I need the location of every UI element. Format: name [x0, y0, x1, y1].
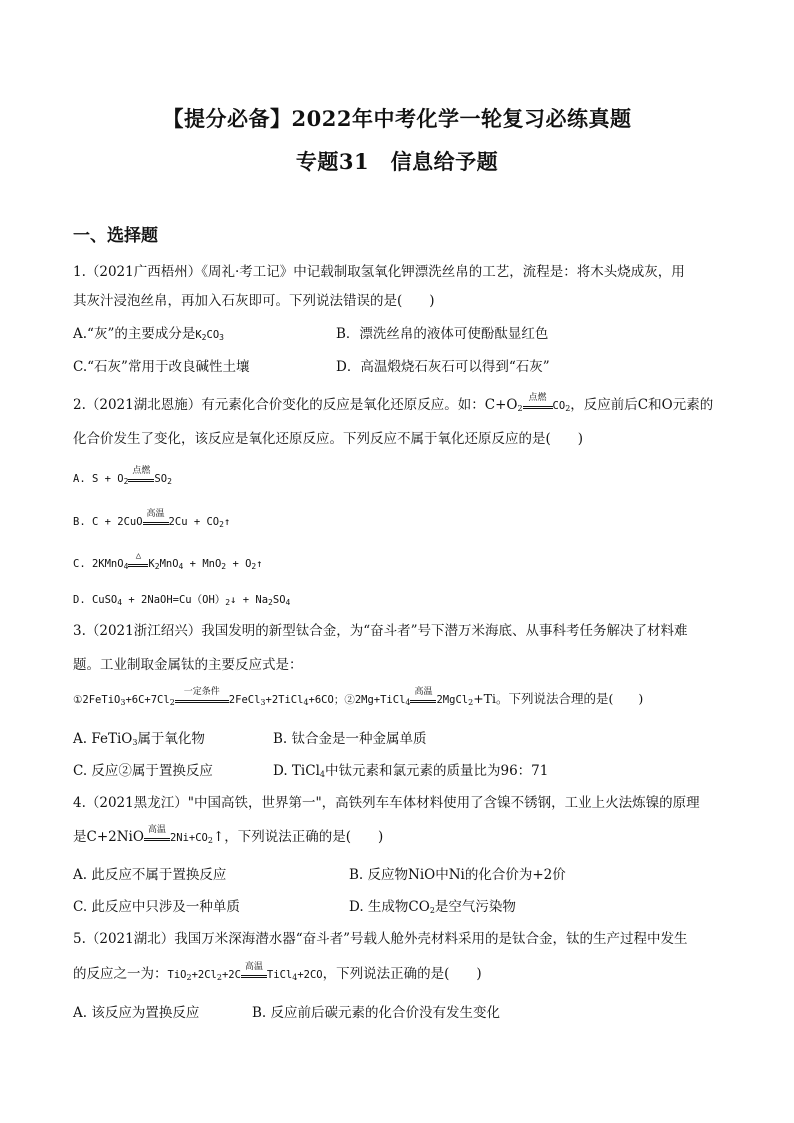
q2-stem-line2: 化合价发生了变化，该反应是氧化还原反应。下列反应不属于氧化还原反应的是( ) — [73, 431, 584, 447]
q5-option-a: A. 该反应为置换反应 — [73, 1005, 200, 1021]
q1-option-a-formula — [195, 329, 224, 341]
sub: 2 — [221, 562, 227, 571]
chem: +2TiCl — [265, 694, 304, 706]
bar — [410, 700, 436, 703]
text: ↑ — [256, 558, 263, 570]
sub: 3 — [132, 738, 138, 747]
text: ↓ + Na — [230, 594, 269, 606]
q1-option-c: C.“石灰”常用于改良碱性土壤 — [73, 359, 250, 375]
text: 是C+2NiO — [73, 829, 144, 845]
sub: 4 — [319, 770, 325, 779]
reaction-arrow — [144, 825, 170, 841]
sub: 2 — [251, 562, 257, 571]
q4-stem-line2 — [73, 825, 384, 850]
bar — [128, 564, 148, 567]
section-heading: 一、选择题 — [73, 226, 158, 246]
text: ，下列说法正确的是( ) — [322, 966, 482, 982]
text: A. S + O — [73, 473, 124, 485]
text: D. TiCl — [273, 763, 320, 779]
sub: 2 — [468, 698, 474, 707]
reaction-arrow — [241, 962, 267, 978]
q2-option-d — [73, 591, 290, 612]
reaction-arrow — [410, 687, 436, 703]
q2-stem-line1 — [73, 393, 714, 418]
q5-stem-line1: 5.（2021湖北）我国万米深海潜水器“奋斗者”号载人舱外壳材料采用的是钛合金，钛的生产过程中发生 — [73, 931, 688, 947]
sub: 4 — [178, 562, 184, 571]
chem: 2Ni+CO — [169, 832, 208, 844]
chem: K — [148, 558, 155, 570]
bar — [128, 479, 154, 482]
chem: TiO — [167, 969, 187, 981]
q2-option-c — [73, 551, 263, 576]
text: 2Cu + CO — [168, 516, 220, 528]
text: ↑ — [223, 516, 231, 528]
q4-option-d — [349, 898, 516, 920]
chem: +2Cl — [191, 969, 217, 981]
text: D. 生成物CO — [349, 899, 430, 915]
bar — [144, 838, 170, 841]
sub: 2 — [186, 973, 192, 982]
q4-option-b: B. 反应物NiO中Ni的化合价为+2价 — [349, 867, 566, 883]
sub: 4 — [117, 598, 123, 607]
chem: 2FeCl — [228, 694, 261, 706]
sub: 2 — [565, 404, 571, 413]
condition: 点燃 — [528, 393, 547, 403]
condition: △ — [135, 551, 142, 561]
q3-option-d — [273, 762, 548, 784]
q1-stem-line1: 1.（2021广西梧州）《周礼·考工记》中记载制取氢氧化钾漂洗丝帛的工艺，流程是：将木头烧成灰，用 — [73, 264, 685, 280]
chem: ①2FeTiO — [73, 694, 121, 706]
sub: 2 — [429, 906, 435, 915]
text: +Ti。下列说法合理的是( ) — [473, 691, 644, 706]
q2-option-a — [73, 466, 172, 491]
q5-option-b: B. 反应前后碳元素的化合价没有发生变化 — [252, 1005, 501, 1021]
text: ，反应前后C和O元素的 — [570, 397, 714, 413]
q3-stem-line2: 题。工业制取金属钛的主要反应式是： — [73, 657, 303, 673]
text: SO — [272, 594, 286, 606]
condition: 高温 — [414, 687, 433, 697]
q4-option-a: A. 此反应不属于置换反应 — [73, 867, 227, 883]
sub: 2 — [154, 562, 160, 571]
sub: 2 — [268, 598, 273, 607]
sub: 2 — [207, 836, 213, 845]
sub: 2 — [123, 477, 129, 486]
text: 中钛元素和氯元素的质量比为96：71 — [325, 763, 549, 779]
sub: 3 — [120, 698, 126, 707]
chem: + O — [226, 558, 252, 570]
chem: CO — [206, 329, 220, 341]
q4-stem-line1: 4.（2021黑龙江）"中国高铁，世界第一"，高铁列车车体材料使用了含镍不锈钢，工业上火法炼镍的原理 — [73, 795, 700, 811]
sub: 2 — [169, 698, 175, 707]
sub: 2 — [201, 333, 207, 342]
text: ↑，下列说法正确的是( ) — [212, 829, 384, 845]
text: + 2NaOH=Cu（OH） — [122, 594, 226, 606]
condition: 高温 — [147, 825, 166, 835]
sub: 2 — [517, 404, 523, 413]
text: A. FeTiO — [73, 731, 133, 747]
title-line-1: 【提分必备】2022年中考化学一轮复习必练真题 — [162, 106, 632, 131]
sub: 4 — [303, 698, 309, 707]
q1-option-a — [73, 325, 224, 347]
condition: 点燃 — [132, 466, 151, 476]
text: 是空气污染物 — [434, 899, 516, 915]
sub: 2 — [167, 477, 172, 486]
chem: SO — [154, 473, 168, 485]
reaction-arrow — [128, 466, 154, 482]
q1-option-d: D．高温煅烧石灰石可以得到“石灰” — [336, 359, 550, 375]
condition: 高温 — [244, 962, 263, 972]
reaction-arrow — [143, 509, 169, 525]
reaction-arrow — [175, 687, 229, 703]
text: D. CuSO — [73, 594, 118, 606]
bar — [523, 406, 553, 409]
chem: + MnO — [183, 558, 222, 570]
q3-option-a — [73, 730, 205, 752]
q3-stem-line1: 3.（2021浙江绍兴）我国发明的新型钛合金，为“奋斗者”号下潜万米海底、从事科考任务解决了材料难 — [73, 623, 688, 639]
text: 2.（2021湖北恩施）有元素化合价变化的反应是氧化还原反应。如：C+O — [73, 397, 518, 413]
sub: 4 — [405, 698, 411, 707]
chem: +2C — [221, 969, 241, 981]
q1-option-a-text: A.“灰”的主要成分是 — [73, 326, 196, 342]
bar — [143, 522, 169, 525]
reaction-arrow — [523, 393, 553, 409]
chem: +6CO；②2Mg+TiCl — [308, 694, 406, 706]
reaction-arrow — [128, 551, 148, 567]
sub: 4 — [123, 562, 129, 571]
bar — [175, 700, 229, 703]
sub: 2 — [225, 598, 231, 607]
text: B. C + 2CuO — [73, 516, 143, 528]
q3-option-c: C. 反应②属于置换反应 — [73, 763, 213, 779]
title-line-2: 专题31 信息给予题 — [295, 149, 499, 174]
q3-equations — [73, 687, 644, 712]
chem: 2MgCl — [436, 694, 469, 706]
q1-option-b: B．漂洗丝帛的液体可使酚酞显红色 — [336, 326, 549, 342]
chem: TiCl — [266, 969, 293, 981]
q3-option-b: B. 钛合金是一种金属单质 — [273, 731, 427, 747]
q4-option-c: C. 此反应中只涉及一种单质 — [73, 899, 240, 915]
sub: 2 — [216, 973, 222, 982]
sub: 4 — [292, 973, 298, 982]
sub: 3 — [219, 333, 224, 342]
sub: 2 — [219, 520, 224, 529]
text: C. 2KMnO — [73, 558, 124, 570]
condition: 高温 — [146, 509, 165, 519]
q2-option-b — [73, 509, 231, 534]
q1-stem-line2: 其灰汁浸泡丝帛，再加入石灰即可。下列说法错误的是( ) — [73, 293, 435, 309]
text: 属于氧化物 — [137, 731, 205, 747]
sub: 3 — [260, 698, 266, 707]
bar — [241, 975, 267, 978]
chem: CO — [552, 400, 566, 412]
chem: K — [195, 329, 202, 341]
condition: 一定条件 — [183, 687, 220, 697]
chem: +2CO — [297, 969, 323, 981]
chem: MnO — [159, 558, 179, 570]
sub: 4 — [285, 598, 291, 607]
q5-stem-line2 — [73, 962, 482, 987]
chem: +6C+7Cl — [125, 694, 170, 706]
text: 的反应之一为： — [73, 966, 168, 982]
